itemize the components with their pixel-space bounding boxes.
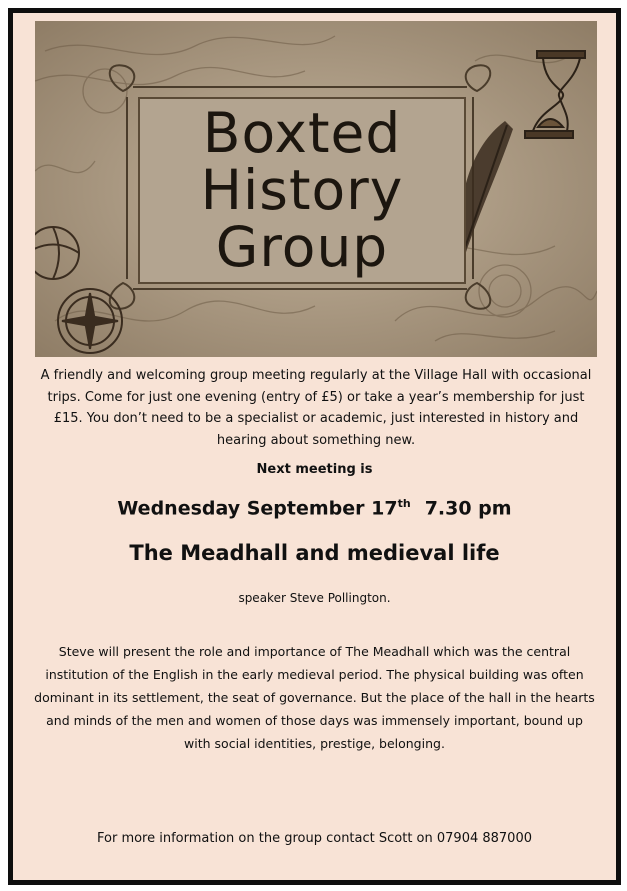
title-line-3: Group — [215, 215, 389, 279]
meeting-date — [13, 497, 616, 519]
title-line-1: Boxted — [202, 101, 402, 165]
title-line-2: History — [200, 158, 404, 222]
meeting-date-main: Wednesday September 17 — [117, 497, 398, 520]
meeting-topic: The Meadhall and medieval life — [129, 541, 500, 565]
title-plate — [138, 97, 466, 284]
poster — [8, 8, 621, 885]
talk-description: Steve will present the role and importance of The Meadhall which was the central institution of the English in the early medieval period. The physical building was often dominant in its settlement, the seat of governance. But the place of the hall in the hearts and minds of the men and women of those days was immensely important, bound up with social identities, prestige, belonging. — [34, 644, 595, 751]
compass-icon — [58, 289, 122, 353]
speaker-line: speaker Steve Pollington. — [238, 591, 391, 605]
meeting-time: 7.30 pm — [424, 497, 512, 520]
contact-line: For more information on the group contact Scott on 07904 887000 — [97, 831, 532, 846]
meeting-date-suffix: th — [397, 497, 411, 510]
next-meeting-label: Next meeting is — [256, 462, 373, 477]
header-banner-image — [35, 21, 597, 357]
intro-paragraph: A friendly and welcoming group meeting regularly at the Village Hall with occasional trips. Come for just one evening (entry of £5) or take a year’s membership for just £15. You don’t need to be a specialist or academic, just interested in history and hearing about something new. — [40, 368, 592, 448]
